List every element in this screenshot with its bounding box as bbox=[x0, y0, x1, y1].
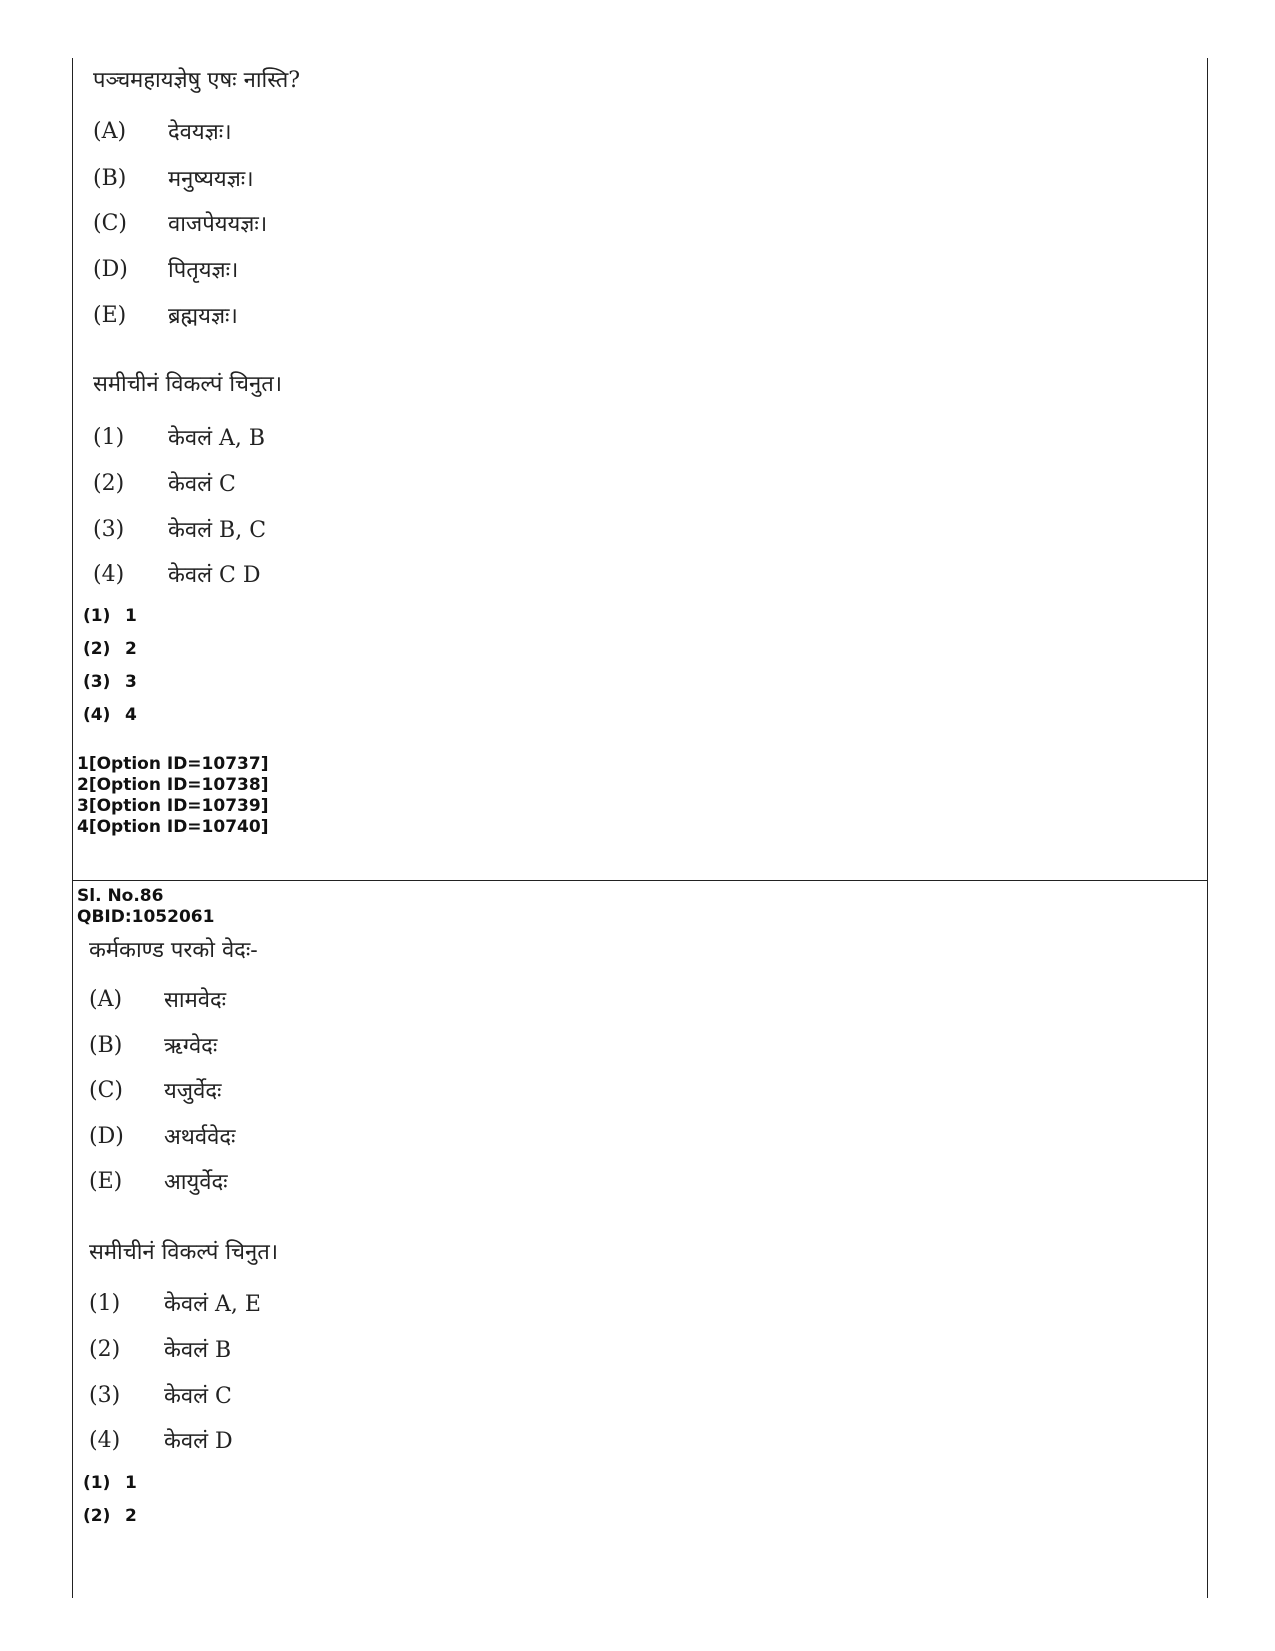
choice-label: (4) bbox=[93, 561, 125, 587]
answer-number: (2) bbox=[83, 639, 111, 659]
statement-text: आयुर्वेदः bbox=[164, 1170, 228, 1195]
answer-value: 2 bbox=[125, 639, 137, 659]
statement-label: (E) bbox=[93, 302, 127, 328]
question-divider bbox=[73, 880, 1207, 881]
choice-4 bbox=[89, 1425, 233, 1455]
choice-text: केवलं C bbox=[168, 472, 236, 497]
option-id: 2[Option ID=10738] bbox=[77, 775, 269, 795]
statement-text: अथर्ववेदः bbox=[164, 1125, 236, 1150]
choice-2 bbox=[93, 468, 236, 498]
instruction-text: समीचीनं विकल्पं चिनुत। bbox=[89, 1240, 279, 1265]
statement-label: (C) bbox=[93, 210, 127, 236]
statement-e bbox=[93, 300, 238, 330]
statement-c bbox=[93, 208, 267, 238]
choice-label: (2) bbox=[89, 1336, 121, 1362]
question-stem: पञ्चमहायज्ञेषु एषः नास्ति? bbox=[93, 68, 301, 93]
serial-number: Sl. No.86 bbox=[77, 886, 164, 906]
statement-c bbox=[89, 1075, 221, 1105]
statement-label: (A) bbox=[93, 118, 127, 144]
statement-text: यजुर्वेदः bbox=[164, 1079, 222, 1104]
answer-value: 2 bbox=[125, 1506, 137, 1526]
statement-label: (B) bbox=[89, 1032, 123, 1058]
answer-option-4[interactable] bbox=[83, 703, 137, 727]
statement-b bbox=[89, 1030, 217, 1060]
statement-text: पितृयज्ञः। bbox=[168, 258, 239, 283]
statement-b bbox=[93, 163, 254, 193]
answer-option-1[interactable] bbox=[83, 1471, 137, 1495]
choice-1 bbox=[93, 422, 265, 452]
question-meta bbox=[77, 886, 214, 928]
choice-text: केवलं C bbox=[164, 1384, 232, 1409]
option-id: 1[Option ID=10737] bbox=[77, 754, 269, 774]
choice-4 bbox=[93, 559, 261, 589]
statement-e bbox=[89, 1166, 228, 1196]
statement-a bbox=[89, 984, 226, 1014]
answer-number: (1) bbox=[83, 1473, 111, 1493]
statement-label: (A) bbox=[89, 986, 123, 1012]
choice-text: केवलं D bbox=[164, 1429, 233, 1454]
choice-text: केवलं A, E bbox=[164, 1292, 261, 1317]
statement-a bbox=[93, 116, 232, 146]
statement-label: (C) bbox=[89, 1077, 123, 1103]
choice-text: केवलं B, C bbox=[168, 518, 267, 543]
instruction-text: समीचीनं विकल्पं चिनुत। bbox=[93, 372, 283, 397]
choice-2 bbox=[89, 1334, 231, 1364]
choice-text: केवलं B bbox=[164, 1338, 232, 1363]
answer-value: 3 bbox=[125, 672, 137, 692]
statement-text: सामवेदः bbox=[164, 988, 227, 1013]
choice-label: (3) bbox=[93, 516, 125, 542]
choice-label: (1) bbox=[93, 424, 125, 450]
choice-text: केवलं C D bbox=[168, 563, 261, 588]
statement-text: वाजपेययज्ञः। bbox=[168, 212, 268, 237]
question-page bbox=[72, 58, 1208, 1598]
choice-3 bbox=[93, 514, 266, 544]
choice-1 bbox=[89, 1288, 261, 1318]
answer-option-3[interactable] bbox=[83, 670, 137, 694]
question-86 bbox=[73, 882, 1207, 1598]
choice-3 bbox=[89, 1380, 232, 1410]
choice-label: (1) bbox=[89, 1290, 121, 1316]
choice-label: (4) bbox=[89, 1427, 121, 1453]
answer-number: (2) bbox=[83, 1506, 111, 1526]
answer-value: 4 bbox=[125, 705, 137, 725]
question-stem: कर्मकाण्ड परको वेदः- bbox=[89, 938, 258, 963]
statement-label: (D) bbox=[93, 256, 128, 282]
question-85 bbox=[73, 58, 1207, 880]
choice-text: केवलं A, B bbox=[168, 426, 266, 451]
choice-label: (2) bbox=[93, 470, 125, 496]
answer-option-1[interactable] bbox=[83, 604, 137, 628]
answer-number: (4) bbox=[83, 705, 111, 725]
statement-label: (D) bbox=[89, 1123, 124, 1149]
answer-option-2[interactable] bbox=[83, 1504, 137, 1528]
answer-number: (3) bbox=[83, 672, 111, 692]
statement-text: मनुष्ययज्ञः। bbox=[168, 167, 254, 192]
statement-label: (B) bbox=[93, 165, 127, 191]
statement-text: देवयज्ञः। bbox=[168, 120, 232, 145]
choice-label: (3) bbox=[89, 1382, 121, 1408]
qbid: QBID:1052061 bbox=[77, 907, 215, 927]
answer-number: (1) bbox=[83, 606, 111, 626]
answer-value: 1 bbox=[125, 606, 137, 626]
option-id: 3[Option ID=10739] bbox=[77, 796, 269, 816]
statement-d bbox=[93, 254, 238, 284]
statement-text: ऋग्वेदः bbox=[164, 1034, 218, 1059]
statement-text: ब्रह्मयज्ञः। bbox=[168, 304, 238, 329]
option-id-list bbox=[77, 754, 268, 838]
statement-label: (E) bbox=[89, 1168, 123, 1194]
statement-d bbox=[89, 1121, 235, 1151]
answer-option-2[interactable] bbox=[83, 637, 137, 661]
option-id: 4[Option ID=10740] bbox=[77, 817, 269, 837]
answer-value: 1 bbox=[125, 1473, 137, 1493]
